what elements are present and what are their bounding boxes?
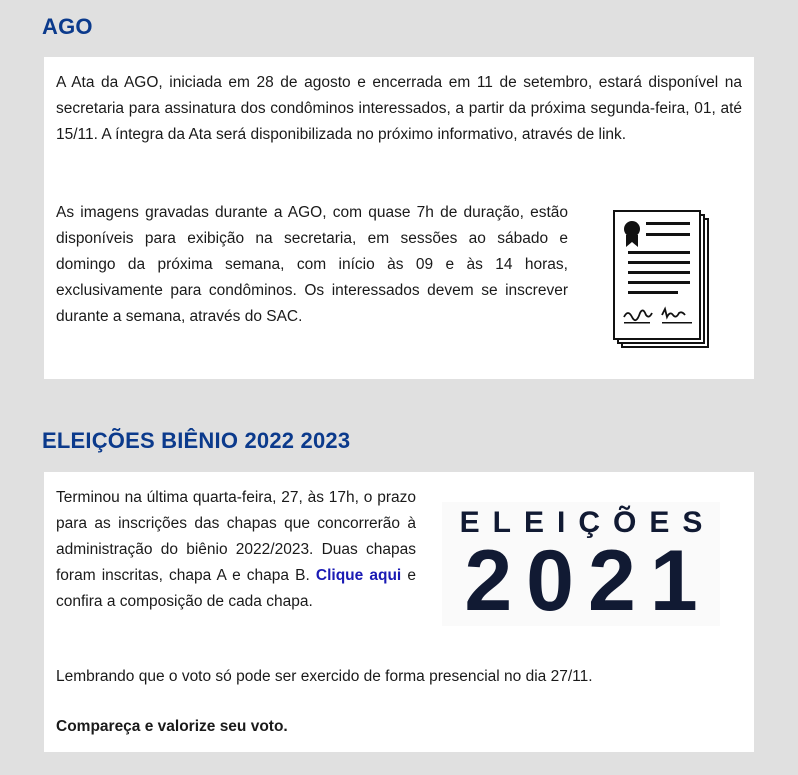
document-certificate-icon <box>612 209 712 351</box>
ago-section-title: AGO <box>42 14 93 39</box>
ago-paragraph-2: As imagens gravadas durante a AGO, com quase 7h de duração, estão disponíveis para exibição na secretaria, em sessões ao sábado e domingo da próxima semana, com início às 09 e às 14 horas, exclusivamente para condôminos. Os interessados devem se inscrever durante a semana, através do SAC. <box>56 204 568 325</box>
eleicoes-logo-year: 2021 <box>464 533 712 629</box>
eleicoes-paragraph-1-text-a: Terminou na última quarta-feira, 27, às 17h, o prazo para as inscrições das chapas que concorrerão à administração do biênio 2022/2023. Duas chapas foram inscritas, chapa A e chapa B. <box>56 489 416 584</box>
eleicoes-paragraph-1-text-b: e confira a composição de cada chapa. <box>56 567 416 610</box>
ago-card <box>44 57 754 379</box>
eleicoes-2021-logo <box>442 502 720 629</box>
eleicoes-paragraph-2: Lembrando que o voto só pode ser exercido de forma presencial no dia 27/11. <box>56 668 593 685</box>
eleicoes-section-title: ELEIÇÕES BIÊNIO 2022 2023 <box>42 428 351 453</box>
eleicoes-paragraph-1 <box>56 485 416 615</box>
eleicoes-card <box>44 472 754 752</box>
clique-aqui-link[interactable]: Clique aqui <box>315 567 402 584</box>
eleicoes-paragraph-3: Compareça e valorize seu voto. <box>56 718 288 735</box>
ago-paragraph-1: A Ata da AGO, iniciada em 28 de agosto e encerrada em 11 de setembro, estará disponível na secretaria para assinatura dos condôminos interessados, a partir da próxima segunda-feira, 01, até 15/11. A íntegra da Ata será disponibilizada no próximo informativo, através de link. <box>56 74 742 143</box>
eleicoes-logo-word: ELEIÇÕES <box>459 506 716 539</box>
